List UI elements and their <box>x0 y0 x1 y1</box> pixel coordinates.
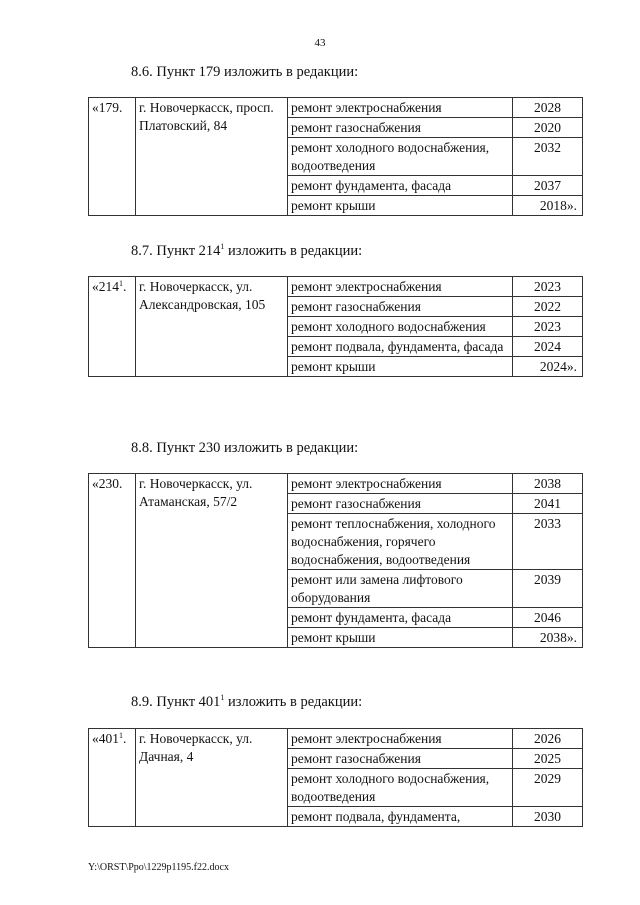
year-cell: 2026 <box>513 729 583 749</box>
work-cell: ремонт крыши <box>288 357 513 377</box>
table-row <box>89 474 583 494</box>
work-cell: ремонт холодного водоснабжения, водоотведения <box>288 769 513 807</box>
item-address: г. Новочеркасск, ул. Дачная, 4 <box>136 729 288 827</box>
work-cell: ремонт холодного водоснабжения, водоотведения <box>288 138 513 176</box>
year-cell: 2032 <box>513 138 583 176</box>
year-cell: 2024 <box>513 337 583 357</box>
table-row <box>89 729 583 749</box>
year-cell: 2038 <box>513 474 583 494</box>
year-cell: 2020 <box>513 118 583 138</box>
table-punkt-401-1 <box>88 728 583 827</box>
year-cell: 2039 <box>513 570 583 608</box>
work-cell: ремонт холодного водоснабжения <box>288 317 513 337</box>
item-number: «$214^1$. <box>89 277 136 377</box>
item-number: «$401^1$. <box>89 729 136 827</box>
table-punkt-214-1 <box>88 276 583 377</box>
table-punkt-179 <box>88 97 583 216</box>
year-cell: 2038». <box>513 628 583 648</box>
work-cell: ремонт или замена лифтового оборудования <box>288 570 513 608</box>
work-cell: ремонт электроснабжения <box>288 474 513 494</box>
year-cell: 2022 <box>513 297 583 317</box>
footer-file-path: Y:\ORST\Ppo\1229p1195.f22.docx <box>88 862 229 873</box>
work-cell: ремонт газоснабжения <box>288 494 513 514</box>
table-punkt-230 <box>88 473 583 648</box>
work-cell: ремонт крыши <box>288 196 513 216</box>
item-number: «230. <box>89 474 136 648</box>
work-cell: ремонт подвала, фундамента, <box>288 807 513 827</box>
item-address: г. Новочеркасск, ул. Атаманская, 57/2 <box>136 474 288 648</box>
instruction-8-8: 8.8. Пункт 230 изложить в редакции: <box>131 440 359 456</box>
table-row <box>89 98 583 118</box>
year-cell: 2029 <box>513 769 583 807</box>
work-cell: ремонт подвала, фундамента, фасада <box>288 337 513 357</box>
page-number: 43 <box>314 37 326 49</box>
table-row <box>89 277 583 297</box>
year-cell: 2037 <box>513 176 583 196</box>
work-cell: ремонт фундамента, фасада <box>288 176 513 196</box>
item-number: «179. <box>89 98 136 216</box>
year-cell: 2033 <box>513 514 583 570</box>
instruction-8-7: 8.7. Пункт $214^1$ изложить в редакции: <box>131 242 363 259</box>
year-cell: 2046 <box>513 608 583 628</box>
work-cell: ремонт крыши <box>288 628 513 648</box>
item-address: г. Новочеркасск, ул. Александровская, 105 <box>136 277 288 377</box>
year-cell: 2030 <box>513 807 583 827</box>
year-cell: 2028 <box>513 98 583 118</box>
year-cell: 2018». <box>513 196 583 216</box>
work-cell: ремонт фундамента, фасада <box>288 608 513 628</box>
work-cell: ремонт электроснабжения <box>288 729 513 749</box>
year-cell: 2025 <box>513 749 583 769</box>
work-cell: ремонт газоснабжения <box>288 118 513 138</box>
item-address: г. Новочеркасск, просп. Платовский, 84 <box>136 98 288 216</box>
work-cell: ремонт электроснабжения <box>288 277 513 297</box>
instruction-8-6: 8.6. Пункт 179 изложить в редакции: <box>131 64 359 80</box>
work-cell: ремонт газоснабжения <box>288 749 513 769</box>
work-cell: ремонт электроснабжения <box>288 98 513 118</box>
work-cell: ремонт теплоснабжения, холодного водоснабжения, горячего водоснабжения, водоотведения <box>288 514 513 570</box>
year-cell: 2024». <box>513 357 583 377</box>
year-cell: 2023 <box>513 277 583 297</box>
work-cell: ремонт газоснабжения <box>288 297 513 317</box>
year-cell: 2041 <box>513 494 583 514</box>
instruction-8-9: 8.9. Пункт $401^1$ изложить в редакции: <box>131 693 363 710</box>
year-cell: 2023 <box>513 317 583 337</box>
